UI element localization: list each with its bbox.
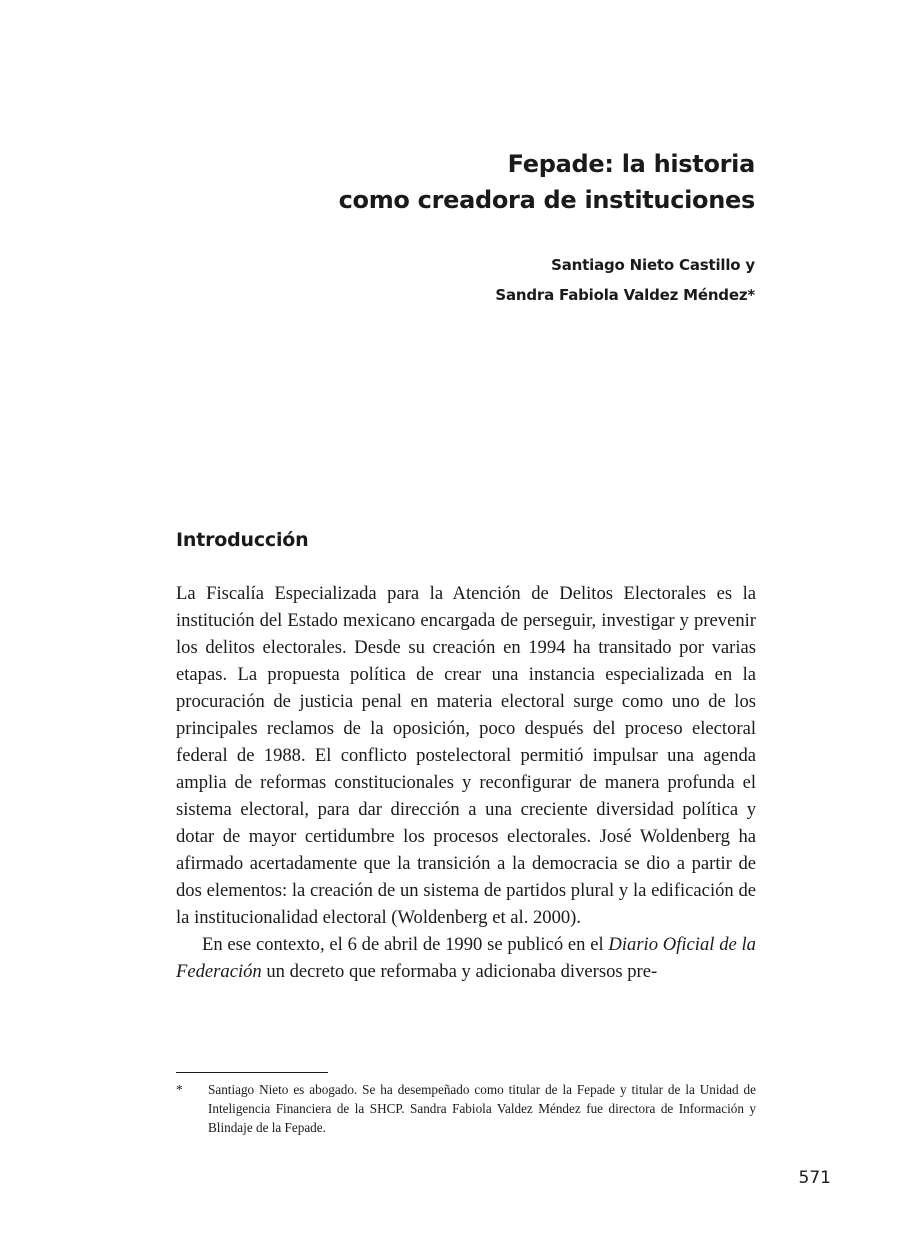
footnote-mark: * (176, 1082, 183, 1097)
footnote-text: Santiago Nieto es abogado. Se ha desempeñado como titular de la Fepade y titular de la Unidad de Inteligencia Financiera de la SHCP. Sandra Fabiola Valdez Méndez fue directora de Información y Blindaje de la Fepade. (208, 1082, 756, 1135)
author-line-1: Santiago Nieto Castillo y (551, 256, 755, 274)
chapter-authors (495, 250, 755, 310)
body-text (176, 580, 756, 985)
paragraph-1: La Fiscalía Especializada para la Atención de Delitos Electorales es la institución del Estado mexicano encargada de perseguir, investigar y prevenir los delitos electorales. Desde su creación en 1994 ha transitado por varias etapas. La propuesta política de crear una instancia especializada en la procuración de justicia penal en materia electoral surge como uno de los principales reclamos de la oposición, poco después del proceso electoral federal de 1988. El conflicto postelectoral permitió impulsar una agenda amplia de reformas constitucionales y reconfigurar de manera profunda el sistema electoral, para dar dirección a una creciente diversidad política y dotar de mayor certidumbre los procesos electorales. José Woldenberg ha afirmado acertadamente que la transición a la democracia se dio a partir de dos elementos: la creación de un sistema de partidos plural y la edificación de la institucionalidad electoral (Woldenberg et al. 2000). (176, 583, 756, 928)
paragraph-2 (176, 931, 756, 985)
author-line-2: Sandra Fabiola Valdez Méndez* (495, 286, 755, 304)
page-number: 571 (798, 1168, 831, 1188)
section-heading: Introducción (176, 529, 309, 551)
chapter-title-line-1: Fepade: la historia (507, 150, 755, 178)
footnote-rule (176, 1072, 328, 1073)
chapter-title (339, 146, 755, 218)
paragraph-2-end: un decreto que reformaba y adicionaba diversos pre- (261, 961, 658, 982)
chapter-title-line-2: como creadora de instituciones (338, 186, 755, 214)
paragraph-2-start: En ese contexto, el 6 de abril de 1990 se publicó en el (202, 934, 609, 955)
journal-name: Diario Oficial de la Federación (176, 934, 756, 982)
footnote (176, 1080, 756, 1137)
